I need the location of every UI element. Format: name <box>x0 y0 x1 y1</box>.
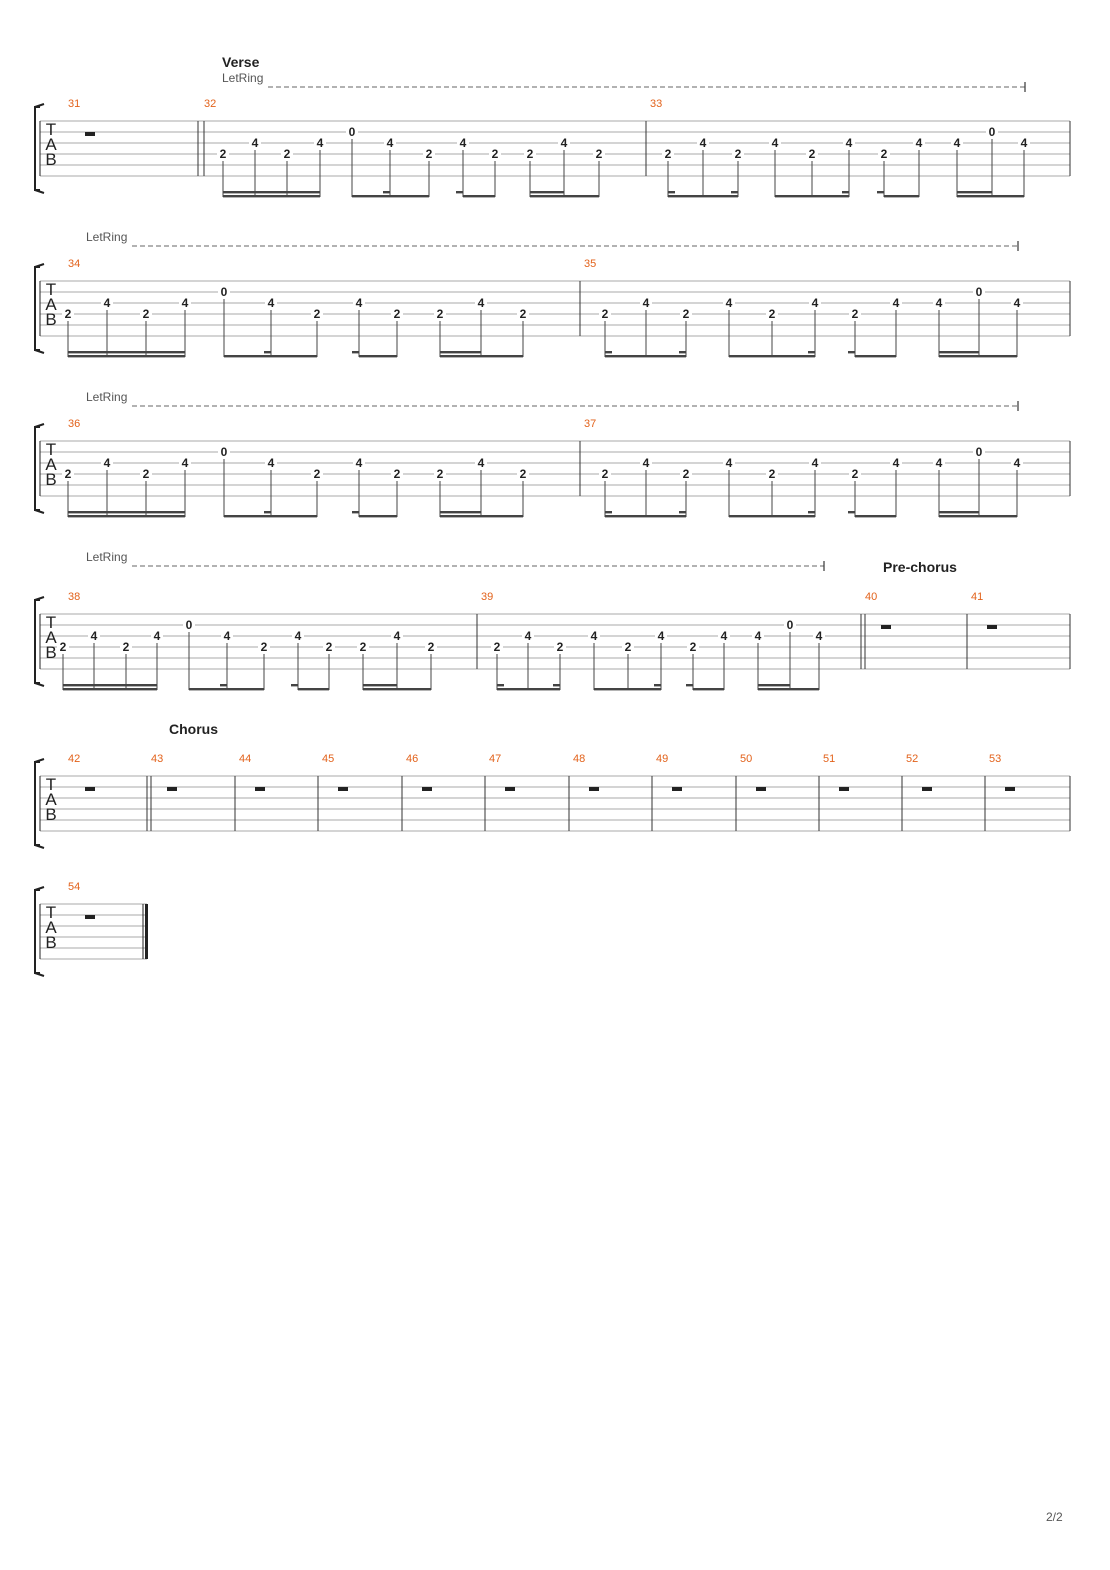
beam-secondary <box>63 684 157 686</box>
tab-clef-letter: B <box>45 150 57 169</box>
beam-secondary <box>939 511 979 513</box>
fret-number: 4 <box>720 629 728 643</box>
fret-number: 2 <box>601 307 609 321</box>
fret-number: 2 <box>851 467 859 481</box>
fret-number: 2 <box>601 467 609 481</box>
beam <box>440 355 523 357</box>
fret-number: 2 <box>519 467 527 481</box>
beam <box>224 515 317 517</box>
fret-number: 2 <box>689 640 697 654</box>
beam-secondary <box>530 191 564 193</box>
beam <box>884 195 919 197</box>
beam <box>775 195 849 197</box>
beam-stub <box>848 351 855 353</box>
fret-number: 4 <box>477 456 485 470</box>
fret-number: 0 <box>975 285 983 299</box>
fret-number: 4 <box>892 456 900 470</box>
fret-number: 2 <box>734 147 742 161</box>
beam-stub <box>679 351 686 353</box>
beam-stub <box>848 511 855 513</box>
fret-number: 4 <box>294 629 302 643</box>
rest-symbol <box>987 625 997 629</box>
tab-clef-letter: B <box>45 933 57 952</box>
fret-number: 4 <box>642 296 650 310</box>
rest-symbol <box>589 787 599 791</box>
measure-number: 52 <box>906 753 919 765</box>
fret-number: 4 <box>251 136 259 150</box>
fret-number: 2 <box>313 307 321 321</box>
fret-number: 2 <box>682 467 690 481</box>
fret-number: 4 <box>642 456 650 470</box>
beam <box>758 688 819 690</box>
fret-number: 4 <box>725 296 733 310</box>
barline-final <box>145 904 148 959</box>
fret-number: 0 <box>975 445 983 459</box>
fret-number: 4 <box>771 136 779 150</box>
tab-clef-letter: A <box>45 135 57 154</box>
measure-number: 31 <box>68 98 81 110</box>
fret-number: 4 <box>181 296 189 310</box>
beam <box>224 355 317 357</box>
measure-number: 35 <box>584 258 597 270</box>
fret-number: 4 <box>915 136 923 150</box>
beam-secondary <box>939 351 979 353</box>
beam <box>939 355 1017 357</box>
measure-number: 40 <box>865 591 878 603</box>
fret-number: 4 <box>524 629 532 643</box>
measure-number: 39 <box>481 591 494 603</box>
let-ring-label: LetRing <box>222 71 264 85</box>
beam <box>497 688 560 690</box>
fret-number: 2 <box>624 640 632 654</box>
beam <box>463 195 495 197</box>
fret-number: 0 <box>220 285 228 299</box>
fret-number: 2 <box>768 467 776 481</box>
fret-number: 4 <box>153 629 161 643</box>
rest-symbol <box>255 787 265 791</box>
fret-number: 2 <box>664 147 672 161</box>
beam-stub <box>264 351 271 353</box>
tab-clef-letter: B <box>45 805 57 824</box>
fret-number: 2 <box>595 147 603 161</box>
beam <box>440 515 523 517</box>
fret-number: 2 <box>283 147 291 161</box>
beam <box>189 688 264 690</box>
fret-number: 2 <box>880 147 888 161</box>
rest-symbol <box>756 787 766 791</box>
beam <box>729 515 815 517</box>
fret-number: 2 <box>142 307 150 321</box>
section-label: Chorus <box>169 721 218 737</box>
fret-number: 2 <box>436 467 444 481</box>
beam-secondary <box>440 511 481 513</box>
measure-number: 45 <box>322 753 335 765</box>
fret-number: 4 <box>477 296 485 310</box>
fret-number: 4 <box>181 456 189 470</box>
tab-clef-letter: T <box>45 613 57 632</box>
rest-symbol <box>672 787 682 791</box>
fret-number: 2 <box>768 307 776 321</box>
fret-number: 4 <box>815 629 823 643</box>
measure-number: 34 <box>68 258 81 270</box>
fret-number: 4 <box>103 456 111 470</box>
fret-number: 2 <box>427 640 435 654</box>
fret-number: 2 <box>219 147 227 161</box>
measure-number: 48 <box>573 753 586 765</box>
fret-number: 4 <box>953 136 961 150</box>
fret-number: 4 <box>811 456 819 470</box>
fret-number: 4 <box>316 136 324 150</box>
fret-number: 2 <box>122 640 130 654</box>
tab-clef-letter: B <box>45 470 57 489</box>
measure-number: 44 <box>239 753 252 765</box>
beam-stub <box>220 684 227 686</box>
measure-number: 37 <box>584 418 597 430</box>
beam <box>68 515 185 517</box>
tab-clef-letter: B <box>45 310 57 329</box>
measure-number: 41 <box>971 591 984 603</box>
fret-number: 2 <box>556 640 564 654</box>
fret-number: 4 <box>386 136 394 150</box>
fret-number: 2 <box>260 640 268 654</box>
page-number: 2/2 <box>1046 1510 1063 1524</box>
beam <box>693 688 724 690</box>
fret-number: 2 <box>359 640 367 654</box>
fret-number: 2 <box>491 147 499 161</box>
fret-number: 4 <box>103 296 111 310</box>
fret-number: 0 <box>348 125 356 139</box>
measure-number: 36 <box>68 418 81 430</box>
fret-number: 2 <box>64 467 72 481</box>
fret-number: 4 <box>754 629 762 643</box>
rest-symbol <box>422 787 432 791</box>
tab-clef-letter: B <box>45 643 57 662</box>
beam <box>668 195 738 197</box>
beam <box>298 688 329 690</box>
rest-symbol <box>85 132 95 136</box>
beam-stub <box>553 684 560 686</box>
beam <box>957 195 1024 197</box>
beam-secondary <box>363 684 397 686</box>
beam <box>352 195 429 197</box>
beam <box>63 688 157 690</box>
fret-number: 2 <box>142 467 150 481</box>
fret-number: 2 <box>59 640 67 654</box>
beam-stub <box>383 191 390 193</box>
tab-clef-letter: T <box>45 775 57 794</box>
fret-number: 4 <box>699 136 707 150</box>
beam <box>855 515 896 517</box>
beam-secondary <box>440 351 481 353</box>
beam <box>530 195 599 197</box>
fret-number: 4 <box>560 136 568 150</box>
fret-number: 0 <box>988 125 996 139</box>
beam-stub <box>605 511 612 513</box>
fret-number: 2 <box>682 307 690 321</box>
beam-stub <box>654 684 661 686</box>
fret-number: 4 <box>355 456 363 470</box>
tab-clef-letter: A <box>45 628 57 647</box>
fret-number: 2 <box>493 640 501 654</box>
rest-symbol <box>505 787 515 791</box>
rest-symbol <box>922 787 932 791</box>
measure-number: 51 <box>823 753 836 765</box>
beam-secondary <box>957 191 992 193</box>
beam <box>939 515 1017 517</box>
fret-number: 4 <box>725 456 733 470</box>
beam-stub <box>686 684 693 686</box>
let-ring-label: LetRing <box>86 390 128 404</box>
fret-number: 2 <box>519 307 527 321</box>
fret-number: 4 <box>935 456 943 470</box>
beam-stub <box>456 191 463 193</box>
tab-clef-letter: T <box>45 440 57 459</box>
fret-number: 4 <box>590 629 598 643</box>
beam-stub <box>352 351 359 353</box>
fret-number: 4 <box>90 629 98 643</box>
beam <box>594 688 661 690</box>
beam-stub <box>808 351 815 353</box>
rest-symbol <box>167 787 177 791</box>
measure-number: 54 <box>68 881 81 893</box>
fret-number: 0 <box>220 445 228 459</box>
fret-number: 2 <box>393 467 401 481</box>
let-ring-label: LetRing <box>86 550 128 564</box>
beam <box>729 355 815 357</box>
fret-number: 4 <box>1020 136 1028 150</box>
fret-number: 2 <box>313 467 321 481</box>
beam-secondary <box>758 684 790 686</box>
measure-number: 38 <box>68 591 81 603</box>
rest-symbol <box>85 915 95 919</box>
section-label: Verse <box>222 54 260 70</box>
beam-secondary <box>223 191 320 193</box>
fret-number: 2 <box>526 147 534 161</box>
measure-number: 49 <box>656 753 669 765</box>
fret-number: 4 <box>845 136 853 150</box>
measure-number: 53 <box>989 753 1002 765</box>
measure-number: 46 <box>406 753 419 765</box>
let-ring-label: LetRing <box>86 230 128 244</box>
beam-secondary <box>68 511 185 513</box>
beam <box>223 195 320 197</box>
section-label: Pre-chorus <box>883 559 957 575</box>
fret-number: 4 <box>935 296 943 310</box>
tab-clef-letter: T <box>45 120 57 139</box>
measure-number: 47 <box>489 753 502 765</box>
fret-number: 4 <box>267 456 275 470</box>
fret-number: 4 <box>393 629 401 643</box>
tab-clef-letter: A <box>45 295 57 314</box>
beam-stub <box>877 191 884 193</box>
fret-number: 2 <box>808 147 816 161</box>
beam-secondary <box>68 351 185 353</box>
fret-number: 4 <box>892 296 900 310</box>
fret-number: 4 <box>267 296 275 310</box>
tab-clef-letter: A <box>45 790 57 809</box>
measure-number: 50 <box>740 753 753 765</box>
fret-number: 2 <box>325 640 333 654</box>
beam-stub <box>842 191 849 193</box>
measure-number: 32 <box>204 98 217 110</box>
fret-number: 4 <box>355 296 363 310</box>
fret-number: 2 <box>393 307 401 321</box>
fret-number: 4 <box>1013 456 1021 470</box>
beam-stub <box>679 511 686 513</box>
beam <box>605 515 686 517</box>
fret-number: 4 <box>459 136 467 150</box>
rest-symbol <box>338 787 348 791</box>
beam-stub <box>264 511 271 513</box>
beam <box>605 355 686 357</box>
fret-number: 0 <box>786 618 794 632</box>
rest-symbol <box>85 787 95 791</box>
beam <box>855 355 896 357</box>
beam-stub <box>497 684 504 686</box>
rest-symbol <box>881 625 891 629</box>
tab-clef-letter: A <box>45 918 57 937</box>
beam-stub <box>731 191 738 193</box>
tab-clef-letter: T <box>45 280 57 299</box>
beam-stub <box>668 191 675 193</box>
fret-number: 0 <box>185 618 193 632</box>
fret-number: 4 <box>223 629 231 643</box>
measure-number: 42 <box>68 753 81 765</box>
fret-number: 2 <box>425 147 433 161</box>
measure-number: 43 <box>151 753 164 765</box>
beam <box>68 355 185 357</box>
beam-stub <box>291 684 298 686</box>
beam-stub <box>808 511 815 513</box>
fret-number: 4 <box>1013 296 1021 310</box>
fret-number: 2 <box>436 307 444 321</box>
beam-stub <box>605 351 612 353</box>
beam <box>359 515 397 517</box>
fret-number: 2 <box>64 307 72 321</box>
tab-clef-letter: T <box>45 903 57 922</box>
fret-number: 4 <box>657 629 665 643</box>
rest-symbol <box>839 787 849 791</box>
fret-number: 4 <box>811 296 819 310</box>
beam-stub <box>352 511 359 513</box>
tab-clef-letter: A <box>45 455 57 474</box>
beam <box>363 688 431 690</box>
fret-number: 2 <box>851 307 859 321</box>
measure-number: 33 <box>650 98 663 110</box>
rest-symbol <box>1005 787 1015 791</box>
beam <box>359 355 397 357</box>
